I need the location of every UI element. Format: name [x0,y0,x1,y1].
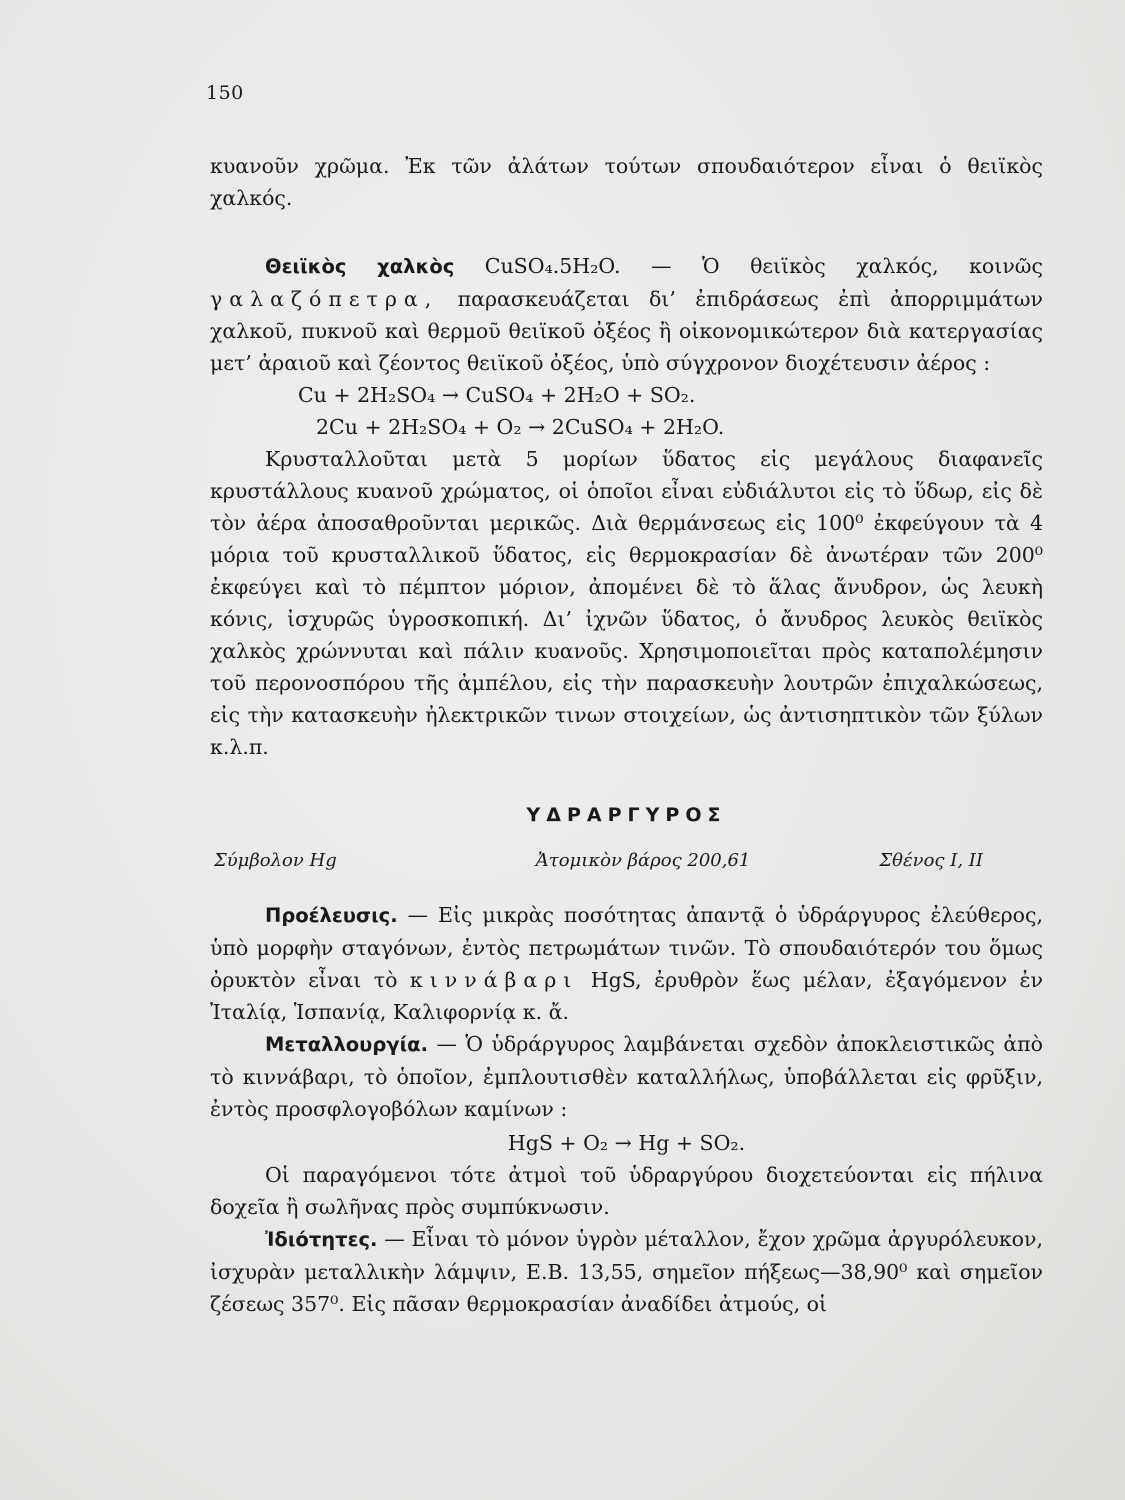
page-body [210,150,1043,1320]
text-segment: — Εἶναι τὸ μόνον ὑγρὸν μέταλλον, ἔχον χρῶμα ἀργυρόλευκον, ἰσχυρὰν μεταλλικὴν λάμψιν, Ε.Β. 13,55, σημεῖον πήξεως—38,90⁰ καὶ σημεῖον ζέσεως 357⁰. Εἰς πᾶσαν θερμοκρασίαν ἀναδίδει ἀτμούς, οἱ [210,1227,1043,1316]
section-title-copper-sulfate: Θειϊκὸς χαλκὸς [265,255,455,278]
text-segment: — Εἰς μικρὰς ποσότητας ἀπαντᾷ ὁ ὑδράργυρος ἐλεύθερος, ὑπὸ μορφὴν σταγόνων, ἐντὸς πετρωμάτων τινῶν. Τὸ σπουδαιότερόν του ὅμως ὀρυκτὸν εἶναι τὸ [210,903,1043,992]
section-title-origin: Προέλευσις. [265,904,398,927]
formula-copper-sulfate: CuSO₄.5H₂O. [484,254,621,278]
equation-2: 2Cu + 2H₂SO₄ + O₂ → 2CuSO₄ + 2H₂O. [316,415,725,439]
text-segment: HgS, ἐρυθρὸν ἕως μέλαν, ἐξαγόμενον ἐν Ἰταλίᾳ, Ἱσπανίᾳ, Καλιφορνίᾳ κ. ἄ. [210,968,1043,1024]
meta-atomic-weight: Ἀτομικὸν βάρος 200,61 [535,850,751,871]
paragraph-properties [210,1223,1043,1320]
section-title-properties: Ἰδιότητες. [265,1228,378,1251]
spaced-term-galazopetra: γαλαζόπετρα, [210,287,439,311]
paragraph-copper-sulfate [210,250,1043,379]
meta-valence: Σθένος I, II [879,850,983,871]
spaced-term-cinnabar: κιννάβαρι [409,968,579,992]
paragraph-intro: κυανοῦν χρῶμα. Ἐκ τῶν ἀλάτων τούτων σπουδαιότερον εἶναι ὁ θειϊκὸς χαλκός. [210,154,1043,210]
paragraph-metallurgy [210,1028,1043,1125]
text-segment: — Ὁ ὑδράργυρος λαμβάνεται σχεδὸν ἀποκλειστικῶς ἀπὸ τὸ κιννάβαρι, τὸ ὁποῖον, ἐμπλουτισθὲν καταλλήλως, ὑποβάλλεται εἰς φρῦξιν, ἐντὸς προσφλογοβόλων καμίνων : [210,1032,1043,1121]
paragraph-origin [210,899,1043,1028]
equation-3: HgS + O₂ → Hg + SO₂. [507,1131,746,1155]
paragraph-condensation: Οἱ παραγόμενοι τότε ἀτμοὶ τοῦ ὑδραργύρου διοχετεύονται εἰς πήλινα δοχεῖα ἢ σωλῆνας πρὸς συμπύκνωσιν. [210,1163,1043,1219]
meta-symbol: Σύμβολον Hg [214,850,337,871]
section-title-metallurgy: Μεταλλουργία. [265,1033,428,1056]
text-segment: παρασκευάζεται δι’ ἐπιδράσεως ἐπὶ ἀπορριμμάτων χαλκοῦ, πυκνοῦ καὶ θερμοῦ θειϊκοῦ ὀξέος ἢ οἰκονομικώτερον διὰ κατεργασίας μετ’ ἀραιοῦ καὶ ζέοντος θειϊκοῦ ὀξέος, ὑπὸ σύγχρονον διοχέτευσιν ἀέρος : [210,287,1043,375]
paragraph-crystallization: Κρυσταλλοῦται μετὰ 5 μορίων ὕδατος εἰς μεγάλους διαφανεῖς κρυστάλλους κυανοῦ χρώματος, οἱ ὁποῖοι εἶναι εὐδιάλυτοι εἰς τὸ ὕδωρ, εἰς δὲ τὸν ἀέρα ἀποσαθροῦνται μερικῶς. Διὰ θερμάνσεως εἰς 100⁰ ἐκφεύγουν τὰ 4 μόρια τοῦ κρυσταλλικοῦ ὕδατος, εἰς θερμοκρασίαν δὲ ἀνωτέραν τῶν 200⁰ ἐκφεύγει καὶ τὸ πέμπτον μόριον, ἀπομένει δὲ τὸ ἅλας ἄνυδρον, ὡς λευκὴ κόνις, ἰσχυρῶς ὑγροσκοπική. Δι’ ἰχνῶν ὕδατος, ὁ ἄνυδρος λευκὸς θειϊκὸς χαλκὸς χρώννυται καὶ πάλιν κυανοῦς. Χρησιμοποιεῖται πρὸς καταπολέμησιν τοῦ περονοσπόρου τῆς ἀμπέλου, εἰς τὴν παρασκευὴν λουτρῶν ἐπιχαλκώσεως, εἰς τὴν κατασκευὴν ἠλεκτρικῶν τινων στοιχείων, ὡς ἀντισηπτικὸν τῶν ξύλων κ.λ.π. [210,447,1043,759]
section-heading-mercury: ΥΔΡΑΡΓΥΡΟΣ [526,804,727,826]
page-number: 150 [206,82,244,104]
element-metadata [210,845,1043,877]
text-segment: — Ὁ θειϊκὸς χαλκός, κοινῶς [651,254,1043,278]
equation-1: Cu + 2H₂SO₄ → CuSO₄ + 2H₂O + SO₂. [298,383,696,407]
